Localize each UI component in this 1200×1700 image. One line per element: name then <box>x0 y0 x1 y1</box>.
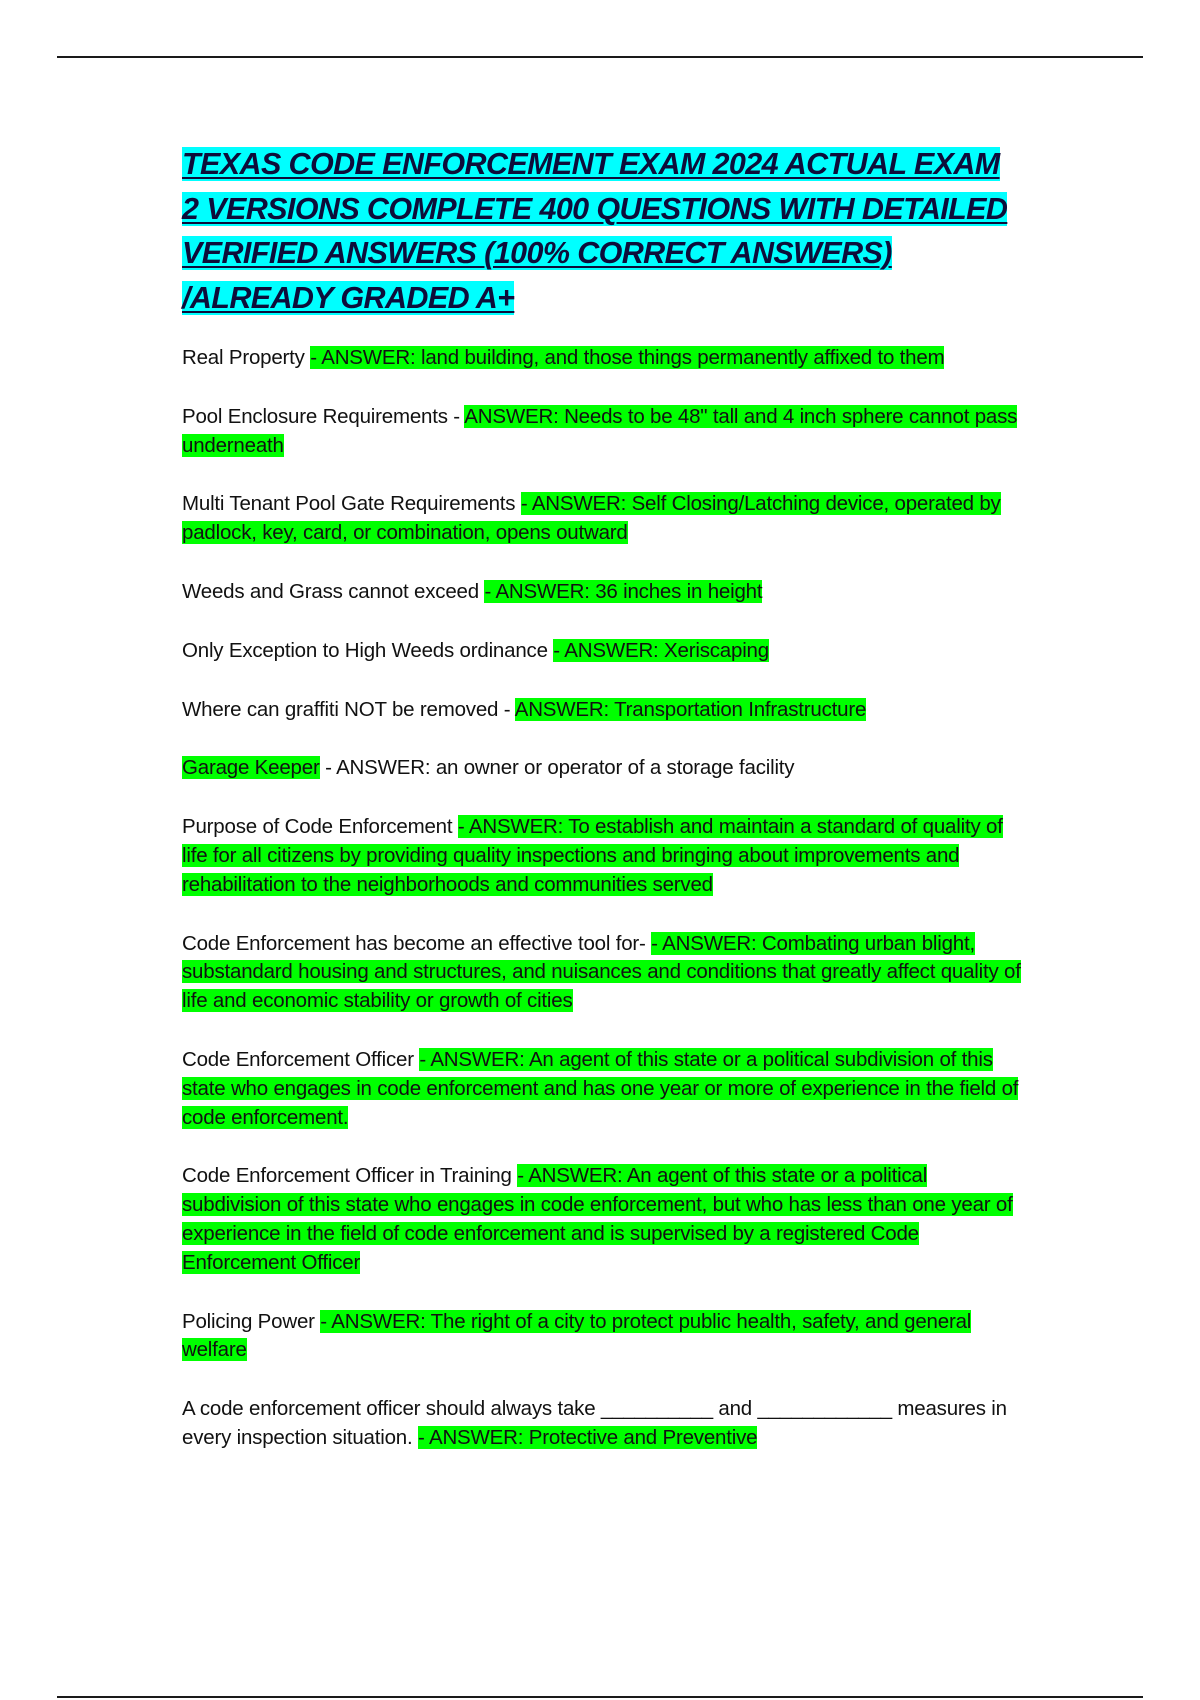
term-text: Garage Keeper <box>182 756 320 780</box>
answer-text: - ANSWER: Combating urban blight, substandard housing and structures, and nuisances and conditions that greatly affect quality of life and economic stability or growth of cities <box>182 931 1021 1013</box>
question-text: Pool Enclosure Requirements - <box>182 404 465 428</box>
answer-text: - ANSWER: An agent of this state or a political subdivision of this state who engages in code enforcement and has one year or more of experience in the field of code enforcement. <box>182 1047 1019 1129</box>
question-text: Weeds and Grass cannot exceed <box>182 579 485 603</box>
answer-text: - ANSWER: an owner or operator of a storage facility <box>319 756 795 780</box>
question-text: Real Property <box>182 346 311 369</box>
qa-item <box>182 637 1022 666</box>
question-text: Code Enforcement has become an effective tool for- <box>182 931 652 955</box>
question-text: Code Enforcement Officer in Training <box>182 1164 518 1188</box>
qa-item <box>182 696 1022 725</box>
document-title-text: TEXAS CODE ENFORCEMENT EXAM 2024 ACTUAL EXAM 2 VERSIONS COMPLETE 400 QUESTIONS WITH DETAILED VERIFIED ANSWERS (100% CORRECT ANSWERS) /ALREADY GRADED A+ <box>182 147 1008 315</box>
top-rule <box>57 56 1143 58</box>
answer-text: - ANSWER: Protective and Preventive <box>417 1425 758 1449</box>
qa-item <box>182 403 1022 461</box>
question-text: Policing Power <box>182 1309 321 1333</box>
question-text: Where can graffiti NOT be removed - <box>182 697 515 721</box>
qa-item <box>182 754 1022 783</box>
question-text: Purpose of Code Enforcement <box>182 815 458 839</box>
qa-item <box>182 1046 1022 1132</box>
answer-text: - ANSWER: land building, and those things permanently affixed to them <box>310 346 945 369</box>
qa-item <box>182 1162 1022 1277</box>
question-text: Multi Tenant Pool Gate Requirements <box>182 492 521 516</box>
answer-text: - ANSWER: Xeriscaping <box>553 638 769 662</box>
answer-text: - ANSWER: The right of a city to protect public health, safety, and general welfare <box>182 1309 972 1362</box>
qa-item <box>182 1395 1022 1453</box>
answer-text: ANSWER: Needs to be 48" tall and 4 inch sphere cannot pass underneath <box>182 404 1018 457</box>
qa-item <box>182 930 1022 1016</box>
answer-text: - ANSWER: 36 inches in height <box>484 579 763 603</box>
bottom-rule <box>57 1696 1143 1698</box>
qa-item <box>182 1308 1022 1366</box>
question-text: Code Enforcement Officer <box>182 1047 420 1071</box>
question-text: Only Exception to High Weeds ordinance <box>182 638 554 662</box>
answer-text: - ANSWER: To establish and maintain a standard of quality of life for all citizens by providing quality inspections and bringing about improvements and rehabilitation to the neighborhoods and communities served <box>182 815 1003 896</box>
question-text: A code enforcement officer should always take __________ and ____________ measures in every inspection situation. <box>182 1397 1007 1449</box>
document-body <box>182 142 1022 1483</box>
answer-text: - ANSWER: An agent of this state or a political subdivision of this state who engages in code enforcement, but who has less than one year of experience in the field of code enforcement and is supervised by a registered Code Enforcement Officer <box>182 1164 1013 1274</box>
qa-item <box>182 490 1022 548</box>
qa-item <box>182 813 1022 899</box>
answer-text: - ANSWER: Self Closing/Latching device, operated by padlock, key, card, or combination, opens outward <box>182 492 1001 545</box>
qa-item <box>182 578 1022 607</box>
qa-item <box>182 344 1022 373</box>
answer-text: ANSWER: Transportation Infrastructure <box>514 697 867 721</box>
document-title <box>182 142 1022 320</box>
